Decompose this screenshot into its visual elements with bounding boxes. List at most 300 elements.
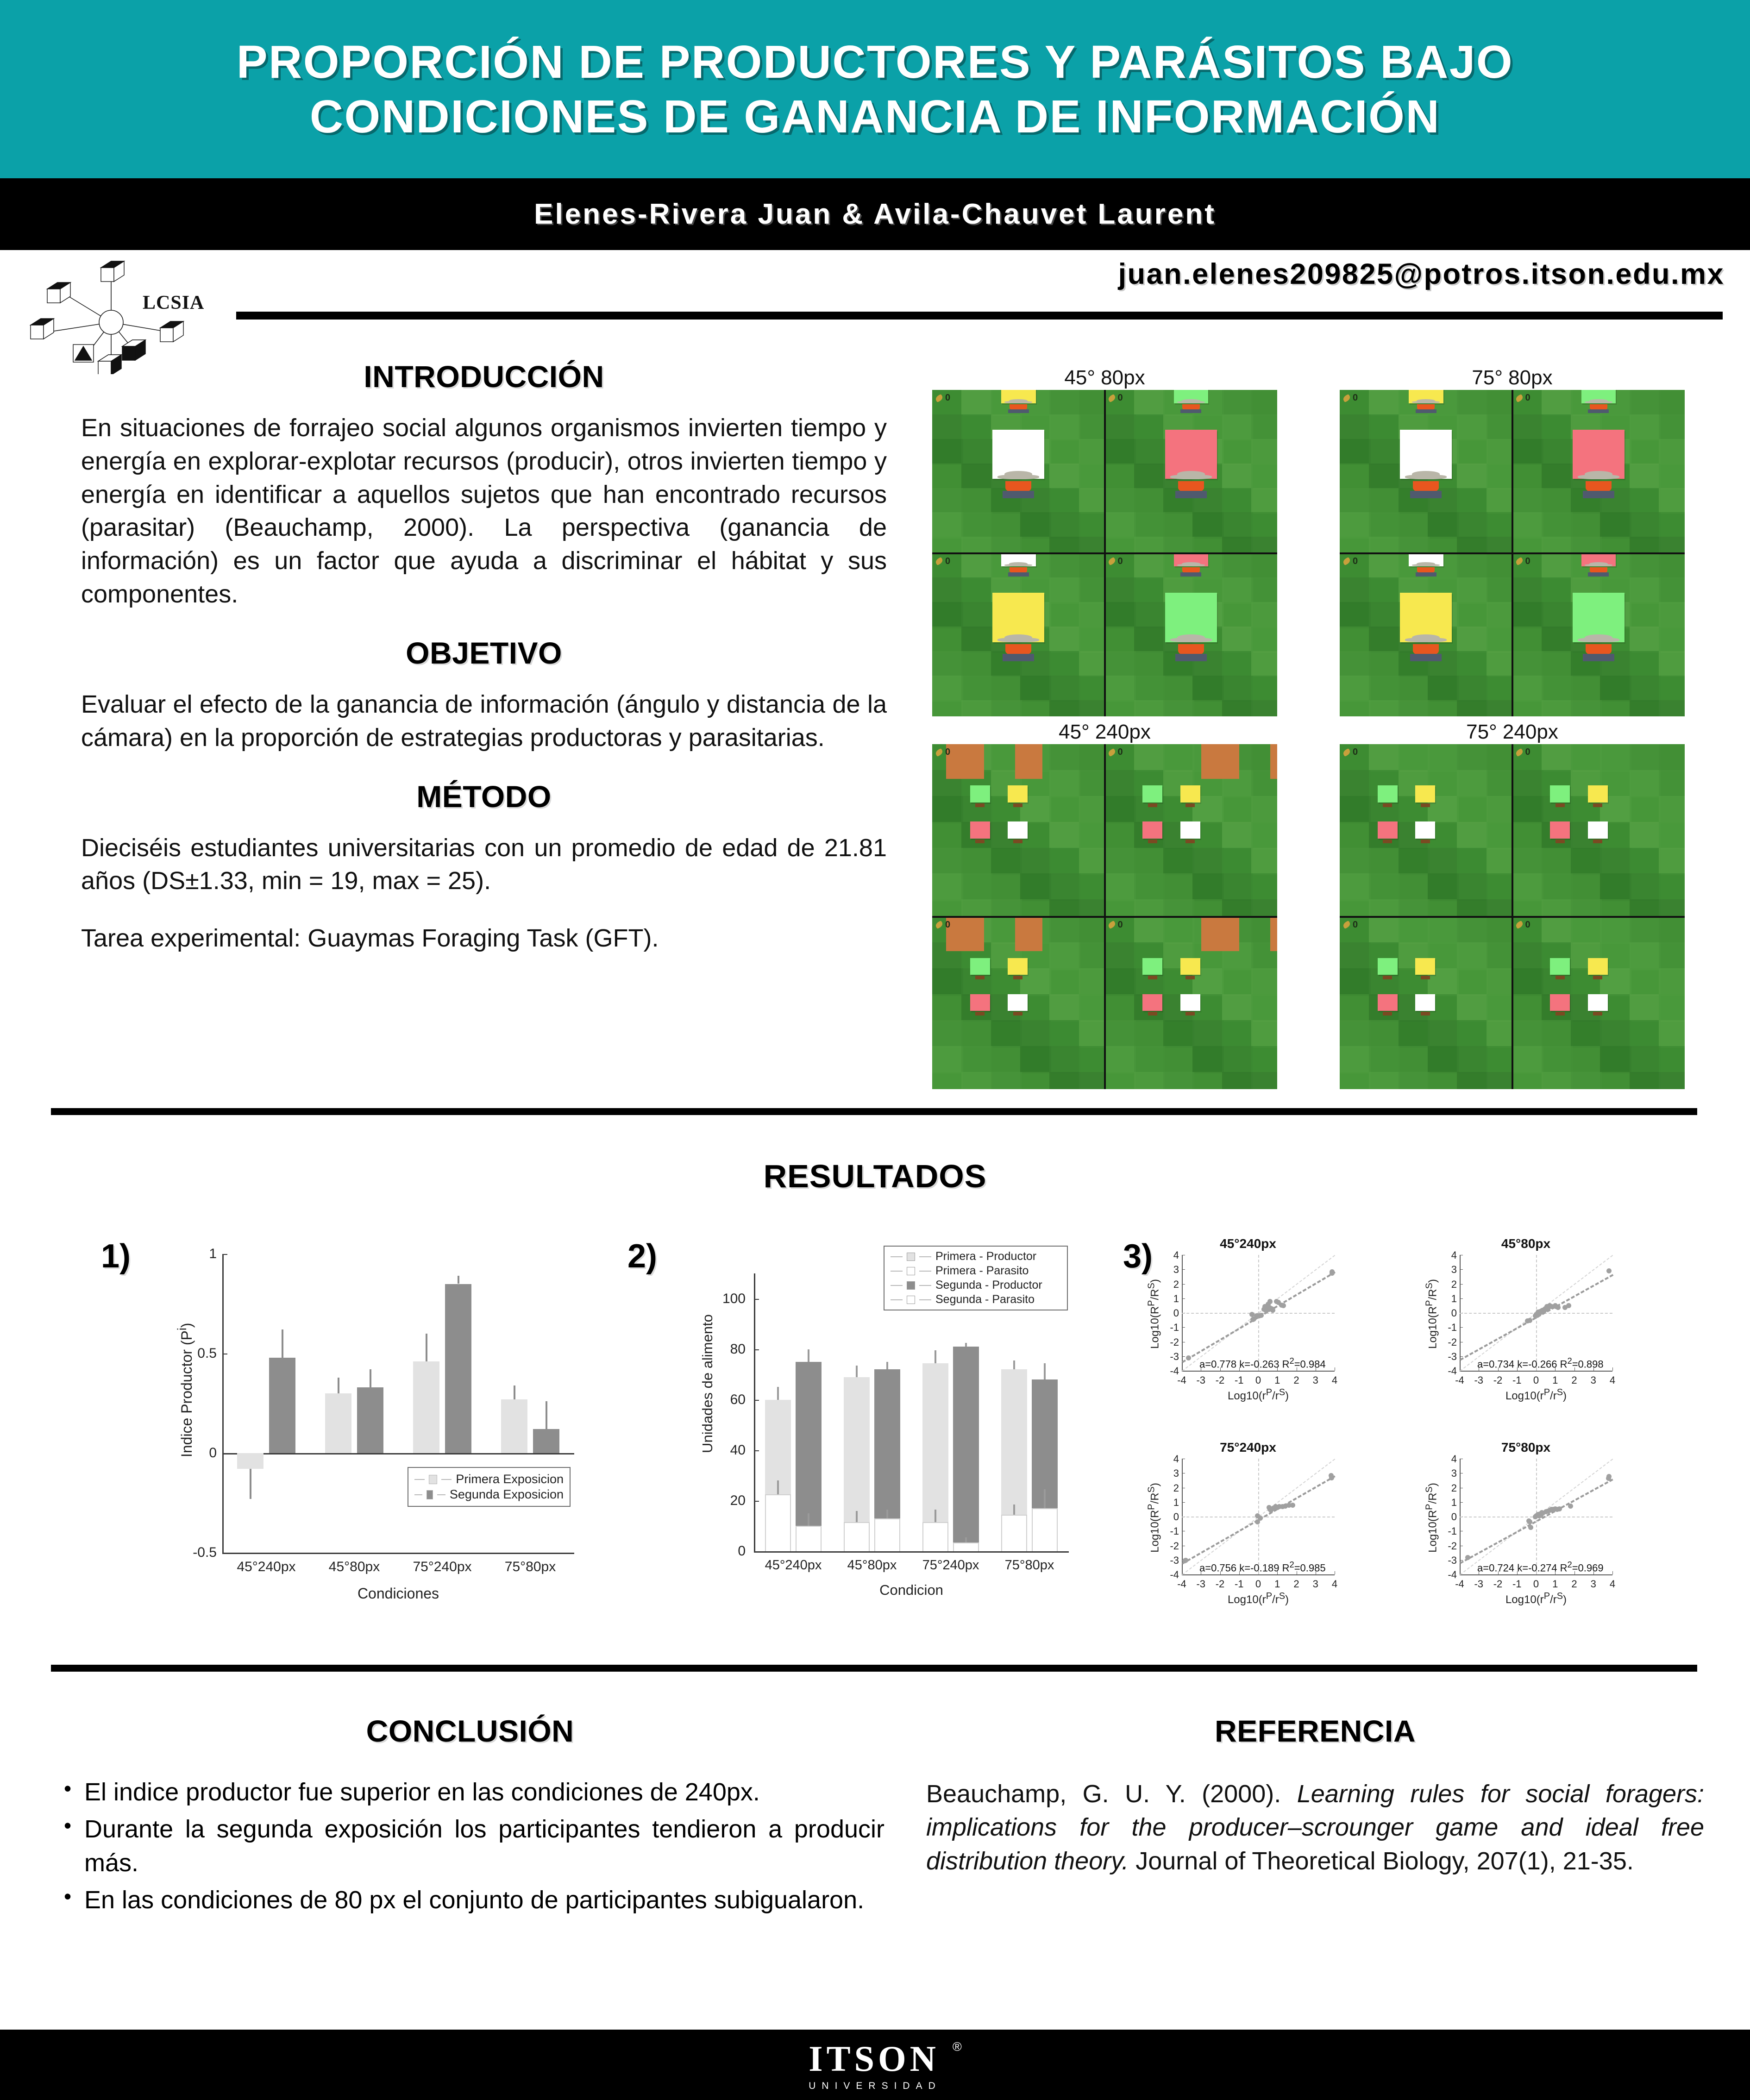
error-bar — [935, 1510, 936, 1522]
game-quadrant — [932, 553, 1105, 717]
legend-label: Primera - Parasito — [935, 1264, 1029, 1277]
legend-line — [919, 1285, 931, 1286]
chart-log-ratio-panels — [1148, 1236, 1737, 1644]
x-tick-label: 75°240px — [413, 1559, 472, 1574]
results-divider-top — [51, 1108, 1697, 1115]
game-hud-seed-counter — [1516, 747, 1530, 758]
game-hud-seed-counter — [1516, 920, 1530, 930]
x-tick-label: -4 — [1177, 1374, 1186, 1386]
game-hud-seed-counter — [1108, 556, 1123, 567]
y-tick-label: 1 — [1173, 1292, 1179, 1304]
game-dirt-patch — [946, 917, 984, 952]
quadrant-divider-horizontal — [932, 552, 1277, 554]
error-bar — [514, 1385, 515, 1399]
game-hud-seed-counter — [1108, 393, 1123, 403]
x-tick-label: -4 — [1455, 1578, 1464, 1590]
error-bar — [1013, 1360, 1015, 1369]
y-tick-label: -1 — [1448, 1525, 1457, 1537]
bar — [953, 1542, 979, 1551]
legend-item — [886, 1278, 1065, 1292]
legend-swatch — [429, 1475, 437, 1484]
error-bar — [777, 1387, 779, 1399]
data-point — [1465, 1555, 1470, 1560]
y-tick-label: 1 — [1451, 1496, 1457, 1508]
game-avatar — [1180, 821, 1200, 845]
game-avatar — [1409, 553, 1443, 577]
poster-footer — [0, 2030, 1750, 2100]
y-tick-label: 2 — [1451, 1482, 1457, 1494]
authors-band — [0, 178, 1750, 250]
game-hud-seed-counter — [935, 747, 950, 758]
game-avatar — [970, 994, 990, 1017]
game-avatar — [970, 785, 990, 809]
chart-legend — [884, 1246, 1068, 1310]
bar — [533, 1429, 559, 1453]
game-hud-seed-counter — [1343, 393, 1358, 403]
game-avatar — [1180, 785, 1200, 809]
bar — [922, 1522, 948, 1551]
game-dirt-patch — [1015, 744, 1043, 779]
chart-unidades-alimento — [680, 1241, 1097, 1607]
conclusion-bullet: • El indice productor fue superior en las condiciones de 240px. — [56, 1775, 884, 1809]
game-hud-seed-counter — [1108, 920, 1123, 930]
y-axis-line — [222, 1254, 224, 1553]
y-tick-label: -1 — [1448, 1322, 1457, 1334]
legend-item — [410, 1472, 568, 1487]
x-tick-label: -4 — [1455, 1374, 1464, 1386]
scatter-panel-title: 45°240px — [1220, 1236, 1276, 1251]
reference-title: Learning rules for social foragers: implications for the producer–scrounger game and ideal free distribution theory. — [926, 1780, 1704, 1875]
data-point — [1557, 1506, 1562, 1511]
quadrant-divider-horizontal — [1340, 916, 1685, 918]
game-avatar — [1588, 958, 1608, 981]
bar — [325, 1393, 351, 1453]
game-panel-75-240 — [1340, 720, 1685, 1089]
game-image-2 — [932, 744, 1277, 1089]
data-point — [1528, 1525, 1533, 1530]
y-tick-label: -2 — [1170, 1540, 1179, 1552]
legend-label: Segunda - Parasito — [935, 1293, 1035, 1306]
x-tick-label: 0 — [1255, 1374, 1261, 1386]
heading-objetivo: OBJETIVO — [406, 635, 562, 670]
reference-source: Journal of Theoretical Biology, 207(1), 21-35. — [1129, 1847, 1634, 1875]
y-tick-label: -4 — [1448, 1365, 1457, 1377]
scatter-panel-title: 75°240px — [1220, 1440, 1276, 1454]
y-tick-label: 2 — [1451, 1278, 1457, 1290]
scatter-panel — [1146, 1440, 1348, 1606]
x-tick-label: 1 — [1552, 1374, 1558, 1386]
game-caption-3: 75° 240px — [1466, 721, 1558, 743]
y-tick-label: 0 — [738, 1543, 746, 1559]
game-panel-75-80 — [1340, 366, 1685, 716]
lcsia-network-icon — [19, 254, 204, 374]
game-avatar — [1581, 390, 1616, 413]
game-hud-seed-counter — [1343, 747, 1358, 758]
game-avatar — [1008, 994, 1028, 1017]
y-tick-label: 1 — [1173, 1496, 1179, 1508]
legend-line — [891, 1271, 903, 1272]
heading-introduccion: INTRODUCCIÓN — [364, 359, 604, 394]
y-tick-label: 3 — [1451, 1467, 1457, 1479]
y-tick-label: 4 — [1173, 1249, 1179, 1261]
heading-referencia: REFERENCIA — [1214, 1714, 1416, 1748]
hud-count: 0 — [1525, 919, 1530, 930]
game-dirt-patch — [1201, 917, 1239, 952]
game-avatar — [1008, 821, 1028, 845]
y-tick-label: 80 — [730, 1341, 746, 1357]
chart-legend — [408, 1467, 571, 1507]
x-tick-label: 0 — [1533, 1374, 1539, 1386]
game-avatar — [1550, 785, 1570, 809]
legend-item — [886, 1249, 1065, 1264]
game-avatar — [1180, 994, 1200, 1017]
error-bar — [808, 1349, 809, 1362]
game-dirt-patch — [946, 744, 984, 779]
game-screenshot-grid — [932, 366, 1685, 1093]
y-axis-title: Unidades de alimento — [699, 1314, 715, 1453]
hud-count: 0 — [1525, 393, 1530, 403]
game-caption-2: 45° 240px — [1059, 721, 1151, 743]
chart-label-1: 1) — [101, 1238, 131, 1275]
x-tick-label: -3 — [1196, 1578, 1206, 1590]
game-avatar — [1378, 994, 1398, 1017]
game-hud-seed-counter — [1343, 556, 1358, 567]
itson-logo — [809, 2038, 962, 2092]
y-tick-label: -3 — [1448, 1554, 1457, 1566]
bar — [445, 1284, 471, 1454]
seed-icon — [1515, 557, 1524, 565]
legend-swatch — [907, 1253, 915, 1261]
legend-line — [891, 1299, 903, 1300]
y-tick-label: -3 — [1448, 1350, 1457, 1362]
game-avatar — [1174, 553, 1209, 577]
x-axis-title: $Log10(r^P/r^S)$ — [1227, 1591, 1289, 1606]
legend-swatch — [907, 1296, 915, 1304]
header-divider — [236, 312, 1723, 320]
y-tick-mark — [1182, 1284, 1185, 1285]
data-point — [1329, 1475, 1334, 1480]
hud-count: 0 — [1117, 393, 1123, 403]
game-quadrant — [1340, 917, 1512, 1090]
authors-list: Elenes-Rivera Juan & Avila-Chauvet Laurent — [534, 198, 1216, 230]
game-avatar — [1165, 430, 1217, 498]
legend-line — [414, 1479, 425, 1480]
x-tick-label: 45°240px — [765, 1558, 822, 1573]
lcsia-logo — [19, 254, 204, 374]
registered-mark-icon: ® — [952, 2040, 962, 2054]
game-hud-seed-counter — [935, 393, 950, 403]
y-axis-title: Indice Productor $(P^i)$ — [175, 1323, 195, 1458]
x-axis-title: $Log10(r^P/r^S)$ — [1505, 1387, 1567, 1402]
x-tick-label: 2 — [1293, 1578, 1299, 1590]
y-tick-label: 3 — [1173, 1467, 1179, 1479]
game-avatar — [1378, 958, 1398, 981]
error-bar — [458, 1276, 459, 1284]
lcsia-label: LCSIA — [143, 292, 205, 313]
y-tick-label: 0.5 — [197, 1346, 217, 1361]
x-tick-label: 1 — [1274, 1374, 1280, 1386]
bar — [953, 1347, 979, 1551]
hud-count: 0 — [945, 919, 951, 930]
heading-resultados: RESULTADOS — [763, 1158, 987, 1194]
y-tick-mark — [1182, 1502, 1185, 1503]
x-axis-title: $Log10(r^P/r^S)$ — [1505, 1591, 1567, 1606]
left-content-column — [81, 359, 887, 955]
contact-email[interactable]: juan.elenes209825@potros.itson.edu.mx — [1118, 258, 1725, 290]
x-tick-label: -2 — [1215, 1374, 1225, 1386]
data-point — [1606, 1268, 1612, 1273]
seed-icon — [1107, 557, 1116, 565]
y-tick-label: 60 — [730, 1392, 746, 1407]
game-quadrant — [1512, 917, 1685, 1090]
x-axis-title: Condiciones — [357, 1585, 439, 1602]
data-point — [1290, 1503, 1295, 1508]
hud-count: 0 — [1117, 919, 1123, 930]
game-avatar — [1165, 593, 1217, 661]
y-tick-label: -1 — [1170, 1322, 1179, 1334]
game-avatar — [1142, 994, 1162, 1017]
x-tick-label: 2 — [1571, 1374, 1577, 1386]
seed-icon — [1342, 748, 1351, 756]
text-metodo-2: Tarea experimental: Guaymas Foraging Task (GFT). — [81, 924, 659, 953]
x-tick-label: 45°240px — [237, 1559, 296, 1574]
x-axis-line — [222, 1553, 574, 1554]
game-quadrant — [1340, 744, 1512, 917]
legend-line — [919, 1299, 931, 1300]
y-tick-mark — [1460, 1327, 1463, 1328]
hud-count: 0 — [1353, 393, 1358, 403]
game-hud-seed-counter — [1108, 747, 1123, 758]
legend-label: Segunda Exposicion — [449, 1487, 564, 1501]
x-tick-label: -1 — [1234, 1578, 1244, 1590]
game-avatar — [1573, 430, 1625, 498]
quadrant-divider-horizontal — [1340, 552, 1685, 554]
game-caption-0: 45° 80px — [1064, 366, 1145, 389]
x-tick-label: -3 — [1474, 1578, 1484, 1590]
data-point — [1556, 1305, 1561, 1310]
bar — [796, 1526, 822, 1551]
y-tick-label: -3 — [1170, 1350, 1179, 1362]
itson-subtitle: UNIVERSIDAD — [809, 2081, 941, 2091]
game-avatar — [1142, 958, 1162, 981]
game-avatar — [1588, 821, 1608, 845]
y-tick-mark — [1460, 1502, 1463, 1503]
y-tick-label: 0 — [1173, 1511, 1179, 1523]
legend-line — [891, 1285, 903, 1286]
seed-icon — [1107, 394, 1116, 402]
error-bar — [777, 1480, 779, 1494]
y-axis-title: $Log10(R^P/R^S)$ — [1146, 1279, 1161, 1349]
game-avatar — [1180, 958, 1200, 981]
legend-line — [441, 1479, 452, 1480]
game-avatar — [1588, 785, 1608, 809]
y-axis-title: $Log10(R^P/R^S)$ — [1424, 1279, 1439, 1349]
error-bar — [965, 1537, 967, 1542]
legend-line — [437, 1494, 445, 1495]
title-line-2: CONDICIONES DE GANANCIA DE INFORMACIÓN — [309, 90, 1441, 143]
hud-count: 0 — [945, 556, 951, 566]
x-tick-label: 4 — [1609, 1374, 1616, 1386]
page-title — [237, 35, 1513, 144]
conclusion-bullet: • En las condiciones de 80 px el conjunto de participantes subigualaron. — [56, 1883, 884, 1917]
game-avatar — [1550, 958, 1570, 981]
legend-item — [886, 1292, 1065, 1307]
hud-count: 0 — [1525, 556, 1530, 566]
fit-annotation: a=0.734 k=-0.266 $R^2=0.898$ — [1477, 1356, 1604, 1370]
seed-icon — [1107, 921, 1116, 929]
hud-count: 0 — [1353, 556, 1358, 566]
y-tick-label: -3 — [1170, 1554, 1179, 1566]
game-avatar — [1409, 390, 1443, 413]
legend-swatch — [907, 1267, 915, 1275]
x-axis-line — [754, 1551, 1069, 1553]
scatter-panel-title: 75°80px — [1501, 1440, 1551, 1454]
y-tick-label: -0.5 — [193, 1545, 217, 1560]
game-image-0 — [932, 390, 1277, 716]
legend-swatch — [427, 1490, 433, 1499]
hud-count: 0 — [1353, 747, 1358, 757]
conclusion-column — [56, 1713, 884, 1920]
game-quadrant — [1105, 553, 1278, 717]
legend-line — [919, 1256, 931, 1257]
x-tick-mark — [1612, 1367, 1613, 1371]
data-point — [1259, 1313, 1264, 1318]
error-bar — [370, 1369, 371, 1387]
y-tick-mark — [1460, 1298, 1463, 1299]
data-point — [1527, 1318, 1532, 1323]
seed-icon — [935, 921, 944, 929]
y-tick-label: -2 — [1448, 1540, 1457, 1552]
legend-item — [410, 1487, 568, 1502]
legend-label: Primera Exposicion — [456, 1472, 564, 1486]
game-hud-seed-counter — [1343, 920, 1358, 930]
y-tick-label: 1 — [1451, 1292, 1457, 1304]
x-tick-label: 4 — [1609, 1578, 1616, 1590]
game-avatar — [1008, 785, 1028, 809]
seed-icon — [1515, 921, 1524, 929]
y-tick-label: 3 — [1451, 1264, 1457, 1276]
game-avatar — [1573, 593, 1625, 661]
y-tick-label: 100 — [722, 1291, 746, 1306]
error-bar — [886, 1362, 888, 1369]
game-avatar — [1550, 821, 1570, 845]
game-avatar — [1378, 785, 1398, 809]
game-avatar — [1550, 994, 1570, 1017]
seed-icon — [1342, 557, 1351, 565]
game-quadrant — [1340, 390, 1512, 553]
error-bar — [856, 1511, 858, 1523]
data-point — [1270, 1308, 1275, 1313]
data-point — [1186, 1355, 1191, 1360]
game-avatar — [1174, 390, 1209, 413]
chart-label-2: 2) — [627, 1238, 658, 1275]
game-quadrant — [932, 390, 1105, 553]
hud-count: 0 — [1117, 747, 1123, 757]
y-tick-label: -4 — [1448, 1569, 1457, 1580]
poster-header-band — [0, 0, 1750, 178]
fit-annotation: a=0.724 k=-0.274 $R^2=0.969$ — [1477, 1560, 1604, 1574]
x-tick-label: 75°80px — [1004, 1558, 1054, 1573]
game-avatar — [992, 430, 1044, 498]
game-quadrant — [1105, 744, 1278, 917]
game-hud-seed-counter — [1516, 556, 1530, 567]
error-bar — [965, 1343, 967, 1347]
bar — [237, 1453, 263, 1469]
data-point — [1568, 1504, 1573, 1509]
game-dirt-patch — [1201, 744, 1239, 779]
y-tick-mark — [1182, 1269, 1185, 1270]
data-point — [1281, 1303, 1286, 1308]
error-bar — [935, 1350, 936, 1363]
game-hud-seed-counter — [935, 556, 950, 567]
seed-icon — [1515, 748, 1524, 756]
error-bar — [250, 1469, 251, 1499]
reference-entry — [926, 1777, 1704, 1878]
fit-annotation: a=0.778 k=-0.263 $R^2=0.984$ — [1199, 1356, 1326, 1370]
data-point — [1527, 1519, 1532, 1524]
bar — [844, 1522, 870, 1551]
bar — [1001, 1515, 1027, 1551]
y-tick-label: 2 — [1173, 1482, 1179, 1494]
error-bar — [886, 1510, 888, 1518]
bar — [269, 1358, 295, 1453]
x-tick-label: 75°240px — [922, 1558, 979, 1573]
game-avatar — [1008, 958, 1028, 981]
x-axis-title: $Log10(r^P/r^S)$ — [1227, 1387, 1289, 1402]
seed-icon — [1107, 748, 1116, 756]
x-tick-label: -2 — [1493, 1578, 1503, 1590]
game-caption-1: 75° 80px — [1472, 366, 1553, 389]
error-bar — [338, 1378, 339, 1393]
game-avatar — [1142, 821, 1162, 845]
legend-line — [919, 1271, 931, 1272]
x-tick-label: -2 — [1215, 1578, 1225, 1590]
game-avatar — [1001, 390, 1036, 413]
y-tick-label: -2 — [1170, 1336, 1179, 1348]
x-tick-label: -1 — [1512, 1578, 1522, 1590]
error-bar — [282, 1329, 283, 1357]
game-quadrant — [1340, 553, 1512, 717]
x-tick-label: 3 — [1312, 1374, 1318, 1386]
x-tick-label: 75°80px — [504, 1559, 556, 1574]
scatter-panel — [1146, 1236, 1348, 1402]
chart-indice-productor — [153, 1241, 597, 1607]
x-tick-label: 3 — [1312, 1578, 1318, 1590]
seed-icon — [935, 748, 944, 756]
x-tick-label: -1 — [1512, 1374, 1522, 1386]
y-tick-label: 1 — [209, 1246, 217, 1261]
game-quadrant — [1105, 390, 1278, 553]
text-introduccion: En situaciones de forrajeo social algunos organismos invierten tiempo y energía en explorar-explotar recursos (producir), otros invierten tiempo y energía en identificar a aquellos sujetos que han encontrado recursos (parasitar) (Beauchamp, 2000). La perspectiva (ganancia de información) es un factor que ayuda a discriminar el hábitat y sus componentes. — [81, 414, 887, 608]
legend-line — [414, 1494, 422, 1495]
seed-icon — [1515, 394, 1524, 402]
scatter-panel — [1424, 1440, 1625, 1606]
scatter-panel — [1424, 1236, 1625, 1402]
y-tick-label: 4 — [1451, 1453, 1457, 1465]
x-tick-label: -1 — [1234, 1374, 1244, 1386]
x-axis-line — [1182, 1371, 1335, 1372]
error-bar — [1013, 1504, 1015, 1515]
data-point — [1267, 1299, 1273, 1304]
x-tick-label: 45°80px — [847, 1558, 897, 1573]
x-axis-line — [1460, 1371, 1612, 1372]
error-bar — [808, 1513, 809, 1526]
x-tick-label: 45°80px — [328, 1559, 380, 1574]
game-avatar — [1415, 821, 1435, 845]
game-avatar — [1415, 785, 1435, 809]
x-tick-label: -4 — [1177, 1578, 1186, 1590]
scatter-panel-title: 45°80px — [1501, 1236, 1551, 1251]
